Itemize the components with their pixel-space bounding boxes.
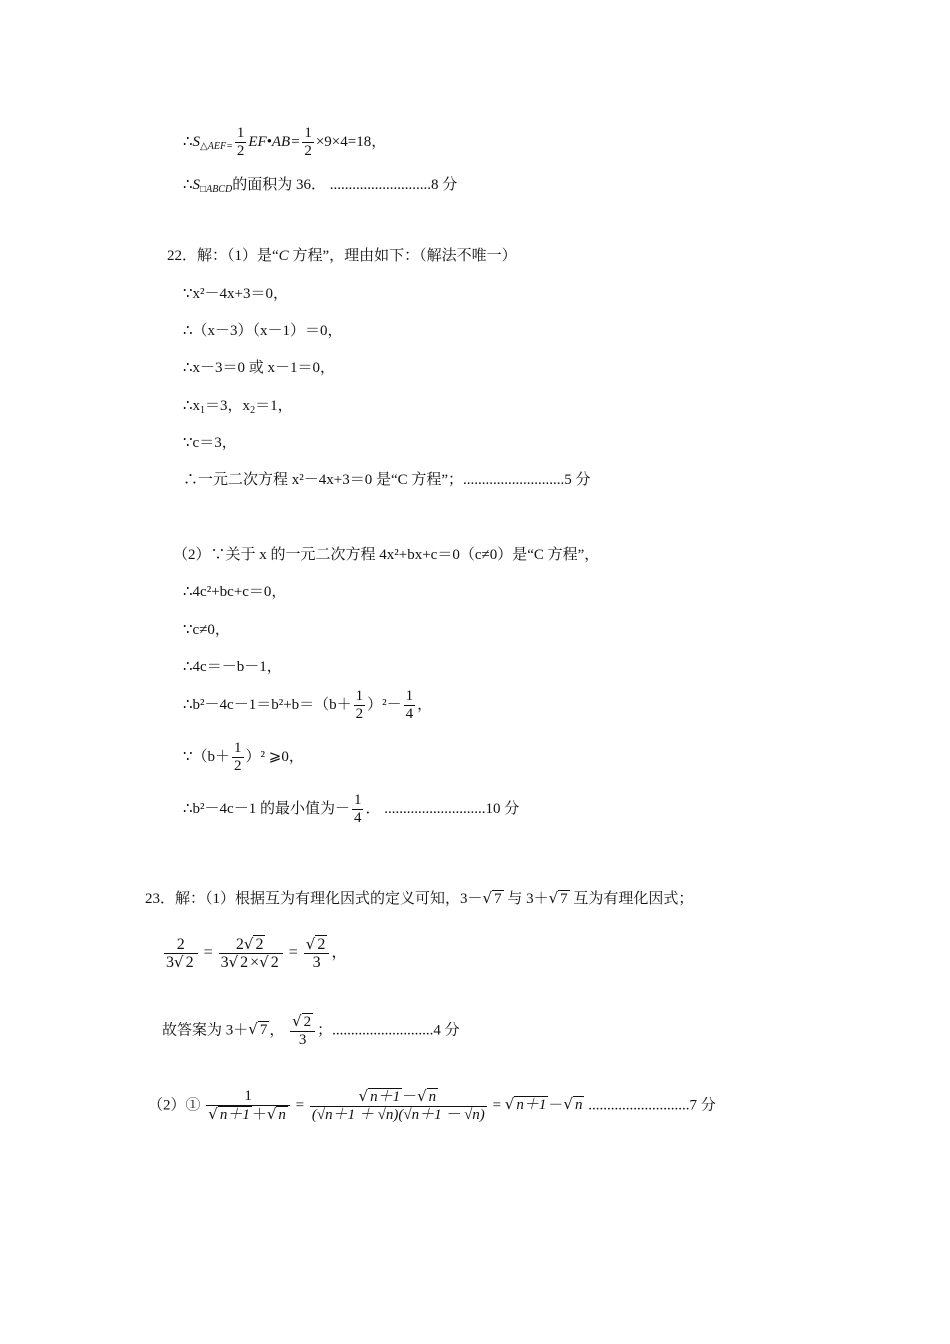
q23-answer-line: 故答案为 3＋√ 7 ， $\frac{√ 2}{3}$ ；...........................4 分 bbox=[162, 1012, 460, 1048]
q22-step6: ∴一元二次方程 x²－4x+3＝0 是“C 方程”；...........................5 分 bbox=[183, 472, 591, 488]
q22-part2-step1: ∴4c²+bc+c＝0， bbox=[183, 584, 287, 600]
q22-part2-step4: ∴b²－4c－1＝b²+b＝（b＋ $\frac{1}{2}$ ）²－ $\frac{1}{4}$ ， bbox=[183, 688, 433, 722]
q22-title: 22．解：（1）是“C 方程”，理由如下：（解法不唯一） bbox=[167, 248, 517, 264]
q22-part2-step2: ∵c≠0， bbox=[183, 622, 230, 638]
q22-part2-step5: ∵（b＋ $\frac{1}{2}$ ）² ⩾0， bbox=[183, 740, 304, 774]
area-abcd-line: $\therefore S_{□ABCD}$的面积为 36． ...........................8 分 bbox=[183, 177, 458, 195]
q22-part2-step6: ∴b²－4c－1 的最小值为－ $\frac{1}{4}$ ． ...........................10 分 bbox=[183, 792, 520, 826]
q22-step1: ∵x²－4x+3＝0， bbox=[183, 286, 289, 302]
q22-step2: ∴（x－3）（x－1）＝0， bbox=[183, 323, 343, 339]
q22-step5: ∵c＝3， bbox=[183, 435, 237, 451]
q22-part2-title: （2）∵关于 x 的一元二次方程 4x²+bx+c＝0（c≠0）是“C 方程”， bbox=[173, 547, 600, 563]
area-aef-line: $\therefore S_{\triangle AEF=}$ $\frac{1}{2}$ EF•AB= $\frac{1}{2}$ ×9×4=18， bbox=[183, 125, 387, 159]
q22-step4: $\therefore x_1=3$，$x_2=1$， bbox=[183, 398, 293, 416]
q23-rationalize-eq: $\frac{2}{3√ 2}$ = $\frac{2√ 2}{3√ 2 \times√ 2}$ = $\frac{√ 2}{3}$ ， bbox=[166, 935, 348, 971]
q23-title: 23．解：（1）根据互为有理化因式的定义可知，3－√ 7 与 3＋√ 7 互为有理化因式； bbox=[145, 889, 694, 907]
q23-part2-line: （2）① $\frac{1}{√ n+1 +√ n}$ = $\frac{√ n+1 -√ n}{(√n+1 + √n)(√n+1 - √n)}$ = √ n＋1 －√ n ...........................7 分 bbox=[148, 1087, 716, 1123]
q22-part2-step3: ∴4c＝－b－1， bbox=[183, 659, 282, 675]
q22-step3: ∴x－3＝0 或 x－1＝0， bbox=[183, 360, 336, 376]
